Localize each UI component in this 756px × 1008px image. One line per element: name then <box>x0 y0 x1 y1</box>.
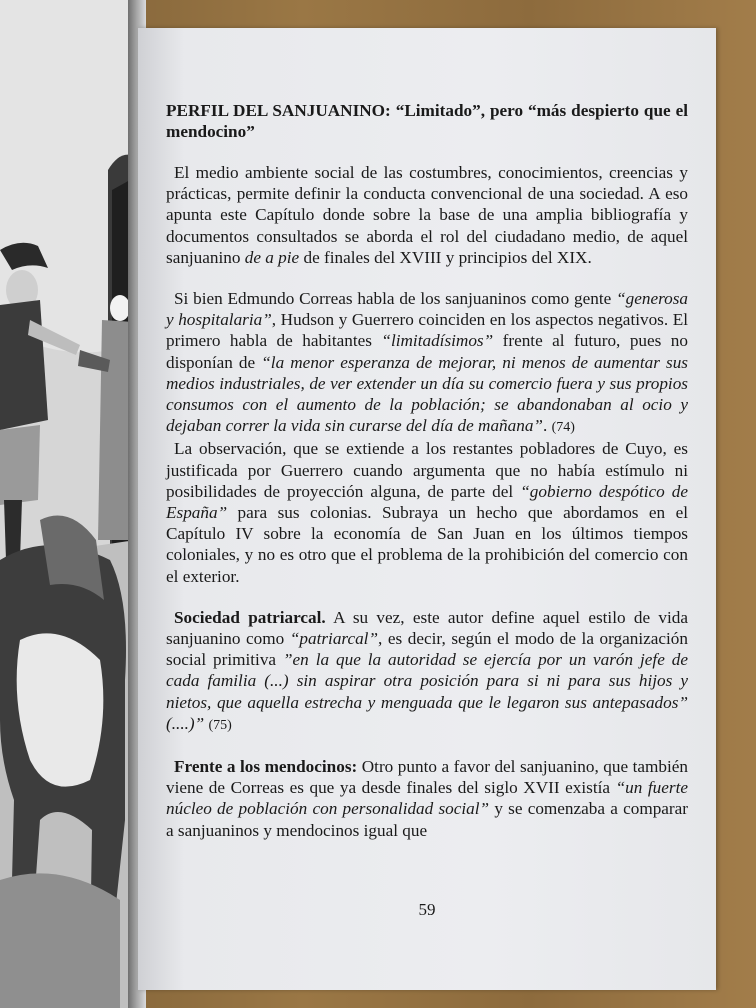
text-run: , Hudson y Guerrero coinciden en los aspectos negativos. El primero habla de habitantes <box>166 310 688 351</box>
paragraphs <box>166 162 688 841</box>
italic-quote: “gobierno despótico de España” <box>166 481 689 523</box>
text-run: La observación, que se extiende a los restantes pobladores de Cuyo, es justificada por Guerrero cuando argumenta que no había estímulo ni posibilidades de proyección alguna, de parte del <box>166 439 688 501</box>
italic-quote: “la menor esperanza de mejorar, ni menos de aumentar sus medios industriales, de ver extender un día su comercio fuera y sus propios consumos con el aumento de la población; se abandonaban al ocio y dejaban correr la vida sin curarse del día de mañana” <box>166 352 688 436</box>
paragraph-p3 <box>166 438 688 586</box>
paragraph-p2 <box>166 288 688 438</box>
engraving-illustration <box>0 0 136 1008</box>
citation-number: (75) <box>208 717 232 733</box>
section-heading: PERFIL DEL SANJUANINO: “Limitado”, pero “más despierto que el mendocino” <box>166 101 688 141</box>
book-page <box>138 28 716 990</box>
text-run: , es decir, según el modo de la organización social primitiva <box>166 629 688 670</box>
italic-quote: ”en la que la autoridad se ejercía por un varón jefe de cada familia (...) sin aspirar otra posición para si ni para sus hijos y nietos, que aquella estrecha y menguada que le legaron sus antepasados” (....)” <box>166 650 688 733</box>
text-run: Si bien Edmundo Correas habla de los sanjuaninos como gente <box>174 289 617 309</box>
italic-quote: “limitadísimos” <box>381 331 494 351</box>
bold-lead: Frente a los mendocinos: <box>174 757 358 777</box>
paragraph-p1 <box>166 162 688 268</box>
italic-quote: “un fuerte núcleo de población con personalidad social” <box>166 778 688 819</box>
italic-quote: “generosa y hospitalaria” <box>166 289 688 330</box>
text-run: y se comenzaba a comparar a sanjuaninos y mendocinos igual que <box>166 799 688 840</box>
text-run: frente al futuro, pues no disponían de <box>166 331 688 372</box>
paragraph-p5 <box>166 756 688 841</box>
facing-page-illustration <box>0 0 136 1008</box>
page-text <box>166 100 688 861</box>
paragraph-p4 <box>166 607 688 736</box>
citation-number: (74) <box>551 420 575 436</box>
text-run: de finales del XVIII y principios del XIX. <box>299 247 592 267</box>
text-run: A su vez, este autor define aquel estilo de vida sanjuanino como <box>166 607 688 649</box>
bold-lead: Sociedad patriarcal. <box>174 607 326 627</box>
italic-quote: “patriarcal” <box>289 629 379 649</box>
text-run: . <box>542 416 552 436</box>
italic-quote: de a pie <box>244 247 300 267</box>
page-number: 59 <box>418 900 436 919</box>
text-run: para sus colonias. Subraya un hecho que abordamos en el Capítulo IV sobre la economía de San Juan en los últimos tiempos coloniales, y no es otro que el problema de la prohibición del comercio con el exterior. <box>166 503 688 586</box>
text-run: Otro punto a favor del sanjuanino, que también viene de Correas es que ya desde finales del siglo XVII existía <box>166 757 688 798</box>
text-run: El medio ambiente social de las costumbres, conocimientos, creencias y prácticas, permite definir la conducta convencional de una sociedad. A eso apunta este Capítulo donde sobre la base de una amplia bibliografía y documentos consultados se aborda el rol del ciudadano medio, de aquel sanjuanino <box>166 163 688 267</box>
